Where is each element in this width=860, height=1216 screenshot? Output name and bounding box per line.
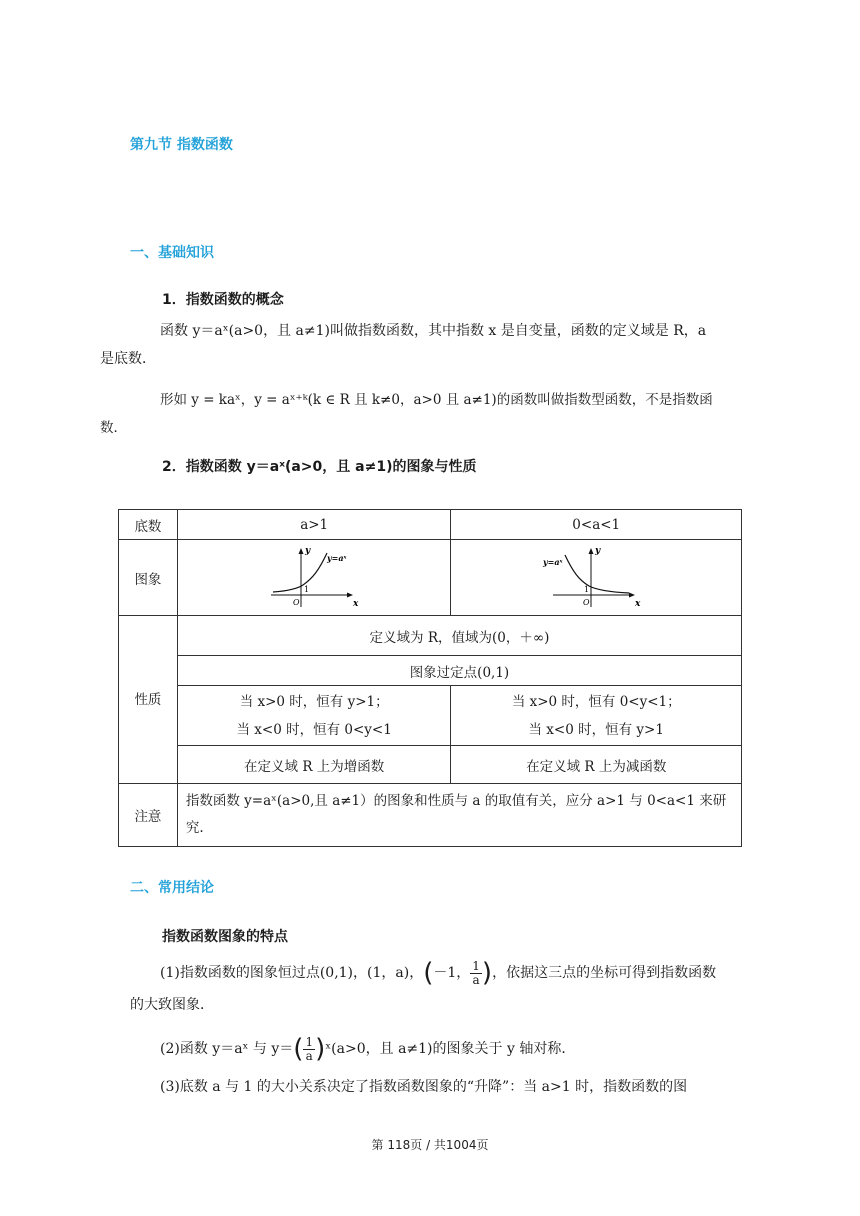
graph-increasing-svg [269, 545, 359, 611]
item1-text-line1: 函数 y＝aˣ(a>0，且 a≠1)叫做指数函数，其中指数 x 是自变量，函数的定义域是 R，a [160, 323, 707, 339]
prop1-line2: 当 x<0 时，恒有 0<y<1 [236, 721, 392, 738]
item1-note-line1: 形如 y = kaˣ，y = aˣ⁺ᵏ(k ∈ R 且 k≠0，a>0 且 a≠1)的函数叫做指数型函数，不是指数函 [160, 392, 713, 408]
c1-paren-close: ) [481, 958, 493, 988]
c2-fraction [303, 1036, 315, 1063]
note-text: 指数函数 y=aˣ(a>0,且 a≠1）的图象和性质与 a 的取值有关，应分 a>1 与 0<a<1 来研究. [177, 784, 741, 847]
graph1-axis-y: y [305, 545, 311, 556]
graph-decreasing-svg [543, 545, 641, 611]
property-table [118, 509, 742, 847]
item1-title: 1．指数函数的概念 [162, 292, 284, 308]
c2-frac-num: 1 [305, 1034, 314, 1049]
header-a-lt-1: 0<a<1 [451, 510, 742, 540]
prop1-line1: 当 x>0 时，恒有 y>1； [239, 693, 389, 710]
graph1-origin: O [293, 597, 300, 607]
prop1-monotonic: 在定义域 R 上为增函数 [177, 746, 451, 784]
graph-decreasing [451, 540, 742, 616]
part1-heading: 一、基础知识 [130, 245, 214, 261]
item1-text [100, 317, 740, 373]
c2-paren-open: ( [293, 1034, 304, 1064]
graph1-axis-x: x [353, 598, 359, 609]
graph2-one: 1 [584, 584, 590, 594]
c1-point-left: －1， [433, 965, 471, 981]
c2-frac-den: a [305, 1048, 313, 1063]
prop-fixed-point: 图象过定点(0,1) [177, 656, 741, 686]
conclusion-2 [130, 1033, 740, 1065]
conclusion-1 [130, 957, 740, 1021]
c1-text-c: 的大致图象． [130, 997, 214, 1013]
row-label-props-text: 性质 [134, 691, 162, 708]
row-label-props [119, 616, 178, 784]
header-base: 底数 [119, 510, 178, 540]
page-footer: 第 118页 / 共1004页 [371, 1138, 489, 1152]
graph2-axis-y: y [595, 545, 601, 556]
conclusion-title: 指数函数图象的特点 [162, 929, 288, 945]
prop-increasing-values [177, 686, 451, 746]
graph2-axis-x: x [635, 598, 641, 609]
row-label-graph: 图象 [119, 540, 178, 616]
prop2-line1: 当 x>0 时，恒有 0<y<1； [511, 693, 681, 710]
c2-text-b: ˣ(a>0，且 a≠1)的图象关于 y 轴对称． [325, 1041, 576, 1057]
c1-frac-num: 1 [472, 958, 480, 973]
item1-note [100, 386, 740, 442]
graph1-label: y=aˣ [327, 552, 347, 563]
prop-decreasing-values [451, 686, 742, 746]
graph-increasing [177, 540, 451, 616]
conclusion-3 [130, 1073, 740, 1101]
item2-title: 2．指数函数 y＝aˣ(a>0，且 a≠1)的图象与性质 [162, 459, 477, 475]
c2-paren-close: ) [315, 1034, 326, 1064]
part2-heading: 二、常用结论 [130, 880, 214, 896]
prop2-monotonic: 在定义域 R 上为减函数 [451, 746, 742, 784]
graph2-label: y=aˣ [543, 556, 563, 567]
prop2-line2: 当 x<0 时，恒有 y>1 [528, 721, 664, 738]
c1-text-b: ，依据这三点的坐标可得到指数函数 [492, 965, 717, 981]
graph1-one: 1 [304, 584, 310, 594]
c1-frac-den: a [472, 972, 480, 987]
prop-domain: 定义域为 R，值域为(0，＋∞) [177, 616, 741, 656]
row-label-note: 注意 [119, 784, 178, 847]
header-a-gt-1: a>1 [177, 510, 451, 540]
c1-paren-open: ( [423, 958, 434, 988]
graph2-origin: O [583, 597, 590, 607]
item1-note-line2: 数． [100, 420, 127, 436]
c1-text-a: (1)指数函数的图象恒过点(0,1)，(1，a)， [160, 965, 424, 981]
c2-text-a: (2)函数 y＝aˣ 与 y＝ [160, 1041, 294, 1057]
item1-text-line2: 是底数． [100, 351, 156, 367]
c3-text: (3)底数 a 与 1 的大小关系决定了指数函数图象的“升降”：当 a>1 时，指数函数的图 [160, 1079, 688, 1095]
section-title: 第九节 指数函数 [130, 137, 233, 153]
c1-fraction [470, 960, 482, 987]
